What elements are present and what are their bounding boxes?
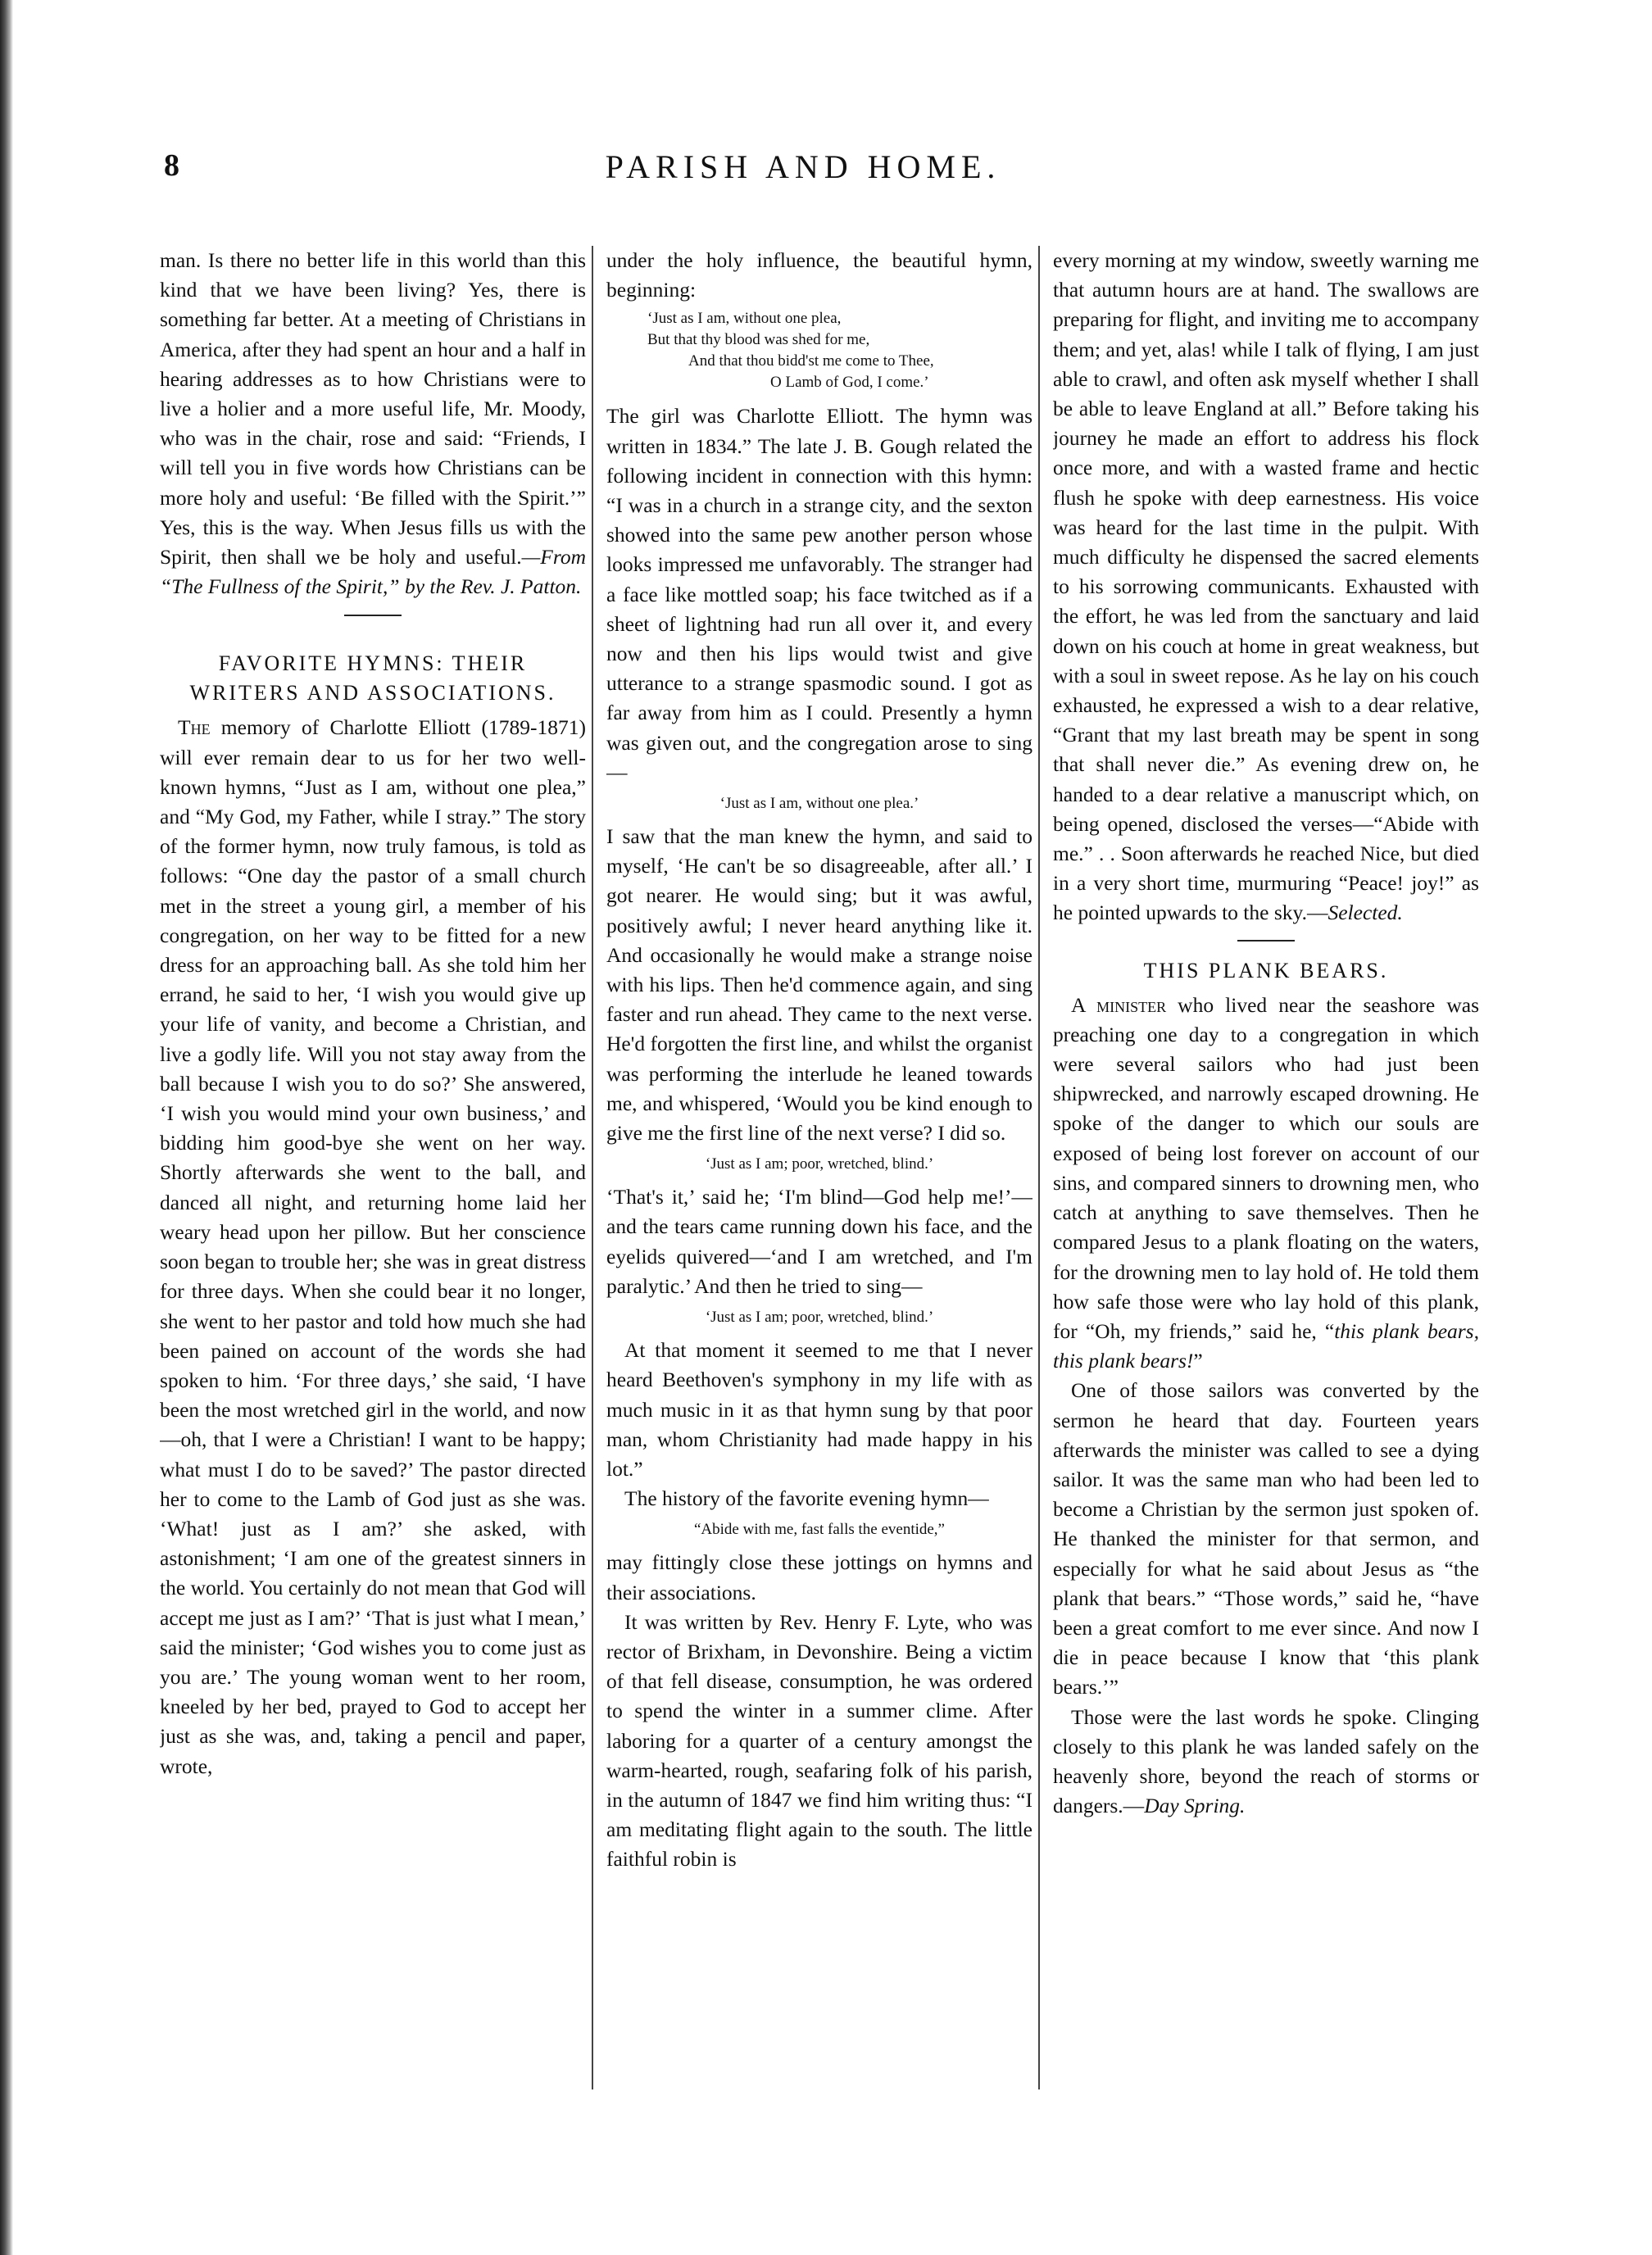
column-rule-2	[1038, 246, 1040, 2089]
patton-paragraph: man. Is there no better life in this world than this kind that we have been living? Yes, there is something far better. At a meeting of Christians in America, after they had spent an hour and a half in hearing addresses as to how Christians were to live a holier and a more useful life, Mr. Moody, who was in the chair, rose and said: “Friends, I will tell you in five words how Christians can be more holy and useful: ‘Be filled with the Spirit.’” Yes, this is the way. When Jesus fills us with the Spirit, then shall we be holy and useful.—From “The Fullness of the Spirit,” by the Rev. J. Patton.	[160, 248, 586, 599]
hymns-heading: FAVORITE HYMNS: THEIR WRITERS AND ASSOCIATIONS.	[189, 651, 556, 706]
hymn-line-3: ‘Just as I am; poor, wretched, blind.’	[705, 1309, 934, 1327]
closing-jottings: may fittingly close these jottings on hymns and their associations.	[606, 1550, 1032, 1604]
lyte-continued-paragraph: every morning at my window, sweetly warning me that autumn hours are at hand. The swallows are preparing for flight, and inviting me to accompany them; and yet, alas! while I talk of flying, I am just able to crawl, and often ask myself whether I shall be able to leave England at all.” Before taking his journey he made an effort to address his flock once more, and with a wasted frame and hectic flush he spoke with deep earnestness. His voice was heard for the last time in the pulpit. With much difficulty he dispensed the sacred elements to his sorrowing communicants. Exhausted with the effort, he was led from the sanctuary and laid down on his couch at home in great weakness, but with a soul in sweet repose. As he lay on his couch exhausted, he expressed a wish to a dear relative, “Grant that my last breath may be spent in song that shall never die.” As evening drew on, he handed to a dear relative a manuscript which, on being opened, disclosed the verses—“Abide with me.” . . Soon afterwards he reached Nice, but died in a very short time, murmuring “Peace! joy!” as he pointed upwards to the sky.—Selected.	[1053, 248, 1479, 925]
gough-intro-paragraph: The girl was Charlotte Elliott. The hymn was written in 1834.” The late J. B. Gough related the following incident in connection with this hymn: “I was in a church in a strange city, and the sexton showed into the same pew another person whose looks impressed me unfavorably. The stranger had a face like mottled soap; his face twitched as if a sheet of lightning had run all over it, and every now and then his lips would twist and give utterance to a strange spasmodic sound. I got as far away from him as I could. Presently a hymn was given out, and the congregation arose to sing—	[606, 404, 1032, 784]
column-3	[1053, 246, 1479, 2130]
page-edge-shadow	[0, 0, 13, 2255]
running-title: PARISH AND HOME.	[605, 148, 1001, 185]
plank-heading: THIS PLANK BEARS.	[1143, 958, 1389, 982]
elliott-story-paragraph: The memory of Charlotte Elliott (1789-1871) will ever remain dear to us for her two well-known hymns, “Just as I am, without one plea,” and “My God, my Father, while I stray.” The story of the former hymn, now truly famous, is told as follows: “One day the pastor of a small church met in the street a young girl, a member of his congregation, on her way to be fitted for a new dress for an approaching ball. As she told him her errand, he said to her, ‘I wish you would give up your life of vanity, and become a Christian, and live a godly life. Will you not stay away from the ball because I wish you to do so?’ She answered, ‘I wish you would mind your own business,’ and bidding him good-bye she went on her way. Shortly afterwards she went to the ball, and danced all night, and returning home laid her weary head upon her pillow. But her conscience soon began to trouble her; she was in great distress for three days. When she could bear it no longer, she went to her pastor and told how much she had been pained on account of the words she had spoken to him. ‘For three days,’ she said, ‘I have been the most wretched girl in the world, and now—oh, that I were a Christian! I want to be happy; what must I do to be saved?’ The pastor directed her to come to the Lamb of God just as she was. ‘What! just as I am?’ she asked, with astonishment; ‘I am one of the greatest sinners in the world. You certainly do not mean that God will accept me just as I am?’ ‘That is just what I mean,’ said the minister; ‘God wishes you to come just as you are.’ The young woman went to her room, kneeled by her bed, prayed to God to accept her just as she was, and, taking a pencil and paper, wrote,	[160, 715, 586, 1778]
abide-with-me-line: “Abide with me, fast falls the eventide,”	[693, 1521, 945, 1539]
minister-paragraph: A minister who lived near the seashore was preaching one day to a congregation in which were several sailors who had just been shipwrecked, and narrowly escaped drowning. He spoke of the danger to which our souls are exposed of being lost forever on account of our sins, and compared sinners to drowning men, who catch at anything to save themselves. Then he compared Jesus to a plank floating on the waters, for the drowning men to lay hold of. He told them how safe those were who lay hold of this plank, for “Oh, my friends,” said he, “this plank bears, this plank bears!”	[1053, 992, 1479, 1373]
page-header	[164, 147, 1442, 197]
hymn-line-1: ‘Just as I am, without one plea.’	[719, 795, 919, 813]
section-divider-2	[1237, 940, 1295, 941]
last-words-paragraph: Those were the last words he spoke. Clinging closely to this plank he was landed safely on the heavenly shore, beyond the reach of storms or dangers.—Day Spring.	[1053, 1704, 1479, 1818]
day-spring-source: Day Spring.	[1144, 1794, 1246, 1818]
hymn-verse-just-as-i-am: ‘Just as I am, without one plea, But that thy blood was shed for me, And that thou bidd'st me come to Thee, O Lamb of God, I come.’	[647, 310, 934, 392]
column-rule-1	[592, 246, 593, 2089]
lyte-paragraph: It was written by Rev. Henry F. Lyte, who was rector of Brixham, in Devonshire. Being a victim of that fell disease, consumption, he was ordered to spend the winter in a summer clime. After laboring for a quarter of a century amongst the warm-hearted, rough, seafaring folk of his parish, in the autumn of 1847 we find him writing thus: “I am meditating flight again to the south. The little faithful robin is	[606, 1609, 1032, 1872]
section-divider	[344, 615, 402, 616]
sailor-paragraph: One of those sailors was converted by the sermon he heard that day. Fourteen years afterwards the minister was called to see a dying sailor. It was the same man who had been led to become a Christian by the sermon just spoken of. He thanked the minister for that sermon, and especially for what he said about Jesus as “the plank that bears.” “Those words,” said he, “have been a great comfort to me ever since. And now I die in peace because I know that ‘this plank bears.’”	[1053, 1378, 1479, 1699]
beethoven-paragraph: At that moment it seemed to me that I never heard Beethoven's symphony in my life with as much music in it as that hymn sung by that poor man, whom Christianity had made happy in his lot.”	[606, 1338, 1032, 1481]
selected-source: Selected.	[1328, 901, 1403, 925]
evening-hymn-intro: The history of the favorite evening hymn—	[624, 1486, 989, 1511]
hymn-intro: under the holy influence, the beautiful hymn, beginning:	[606, 248, 1032, 302]
blind-man-paragraph: ‘That's it,’ said he; ‘I'm blind—God help me!’—and the tears came running down his face, and the eyelids quivered—‘and I am wretched, and I'm paralytic.’ And then he tried to sing—	[606, 1185, 1032, 1298]
page-number: 8	[164, 148, 179, 183]
column-2	[606, 246, 1032, 2130]
gough-story-paragraph: I saw that the man knew the hymn, and said to myself, ‘He can't be so disagreeable, after all.’ I got nearer. He would sing; but it was awful, positively awful; I never heard anything like it. And occasionally he would make a strange noise with his lips. Then he'd commence again, and sing faster and run ahead. They came to the next verse. He'd forgotten the first line, and whilst the organist was performing the interlude he leaned towards me, and whispered, ‘Would you be kind enough to give me the first line of the next verse? I did so.	[606, 824, 1032, 1146]
column-1	[160, 246, 586, 2130]
patton-source: —From “The Fullness of the Spirit,” by the Rev. J. Patton.	[160, 545, 586, 599]
hymn-line-2: ‘Just as I am; poor, wretched, blind.’	[705, 1155, 934, 1173]
